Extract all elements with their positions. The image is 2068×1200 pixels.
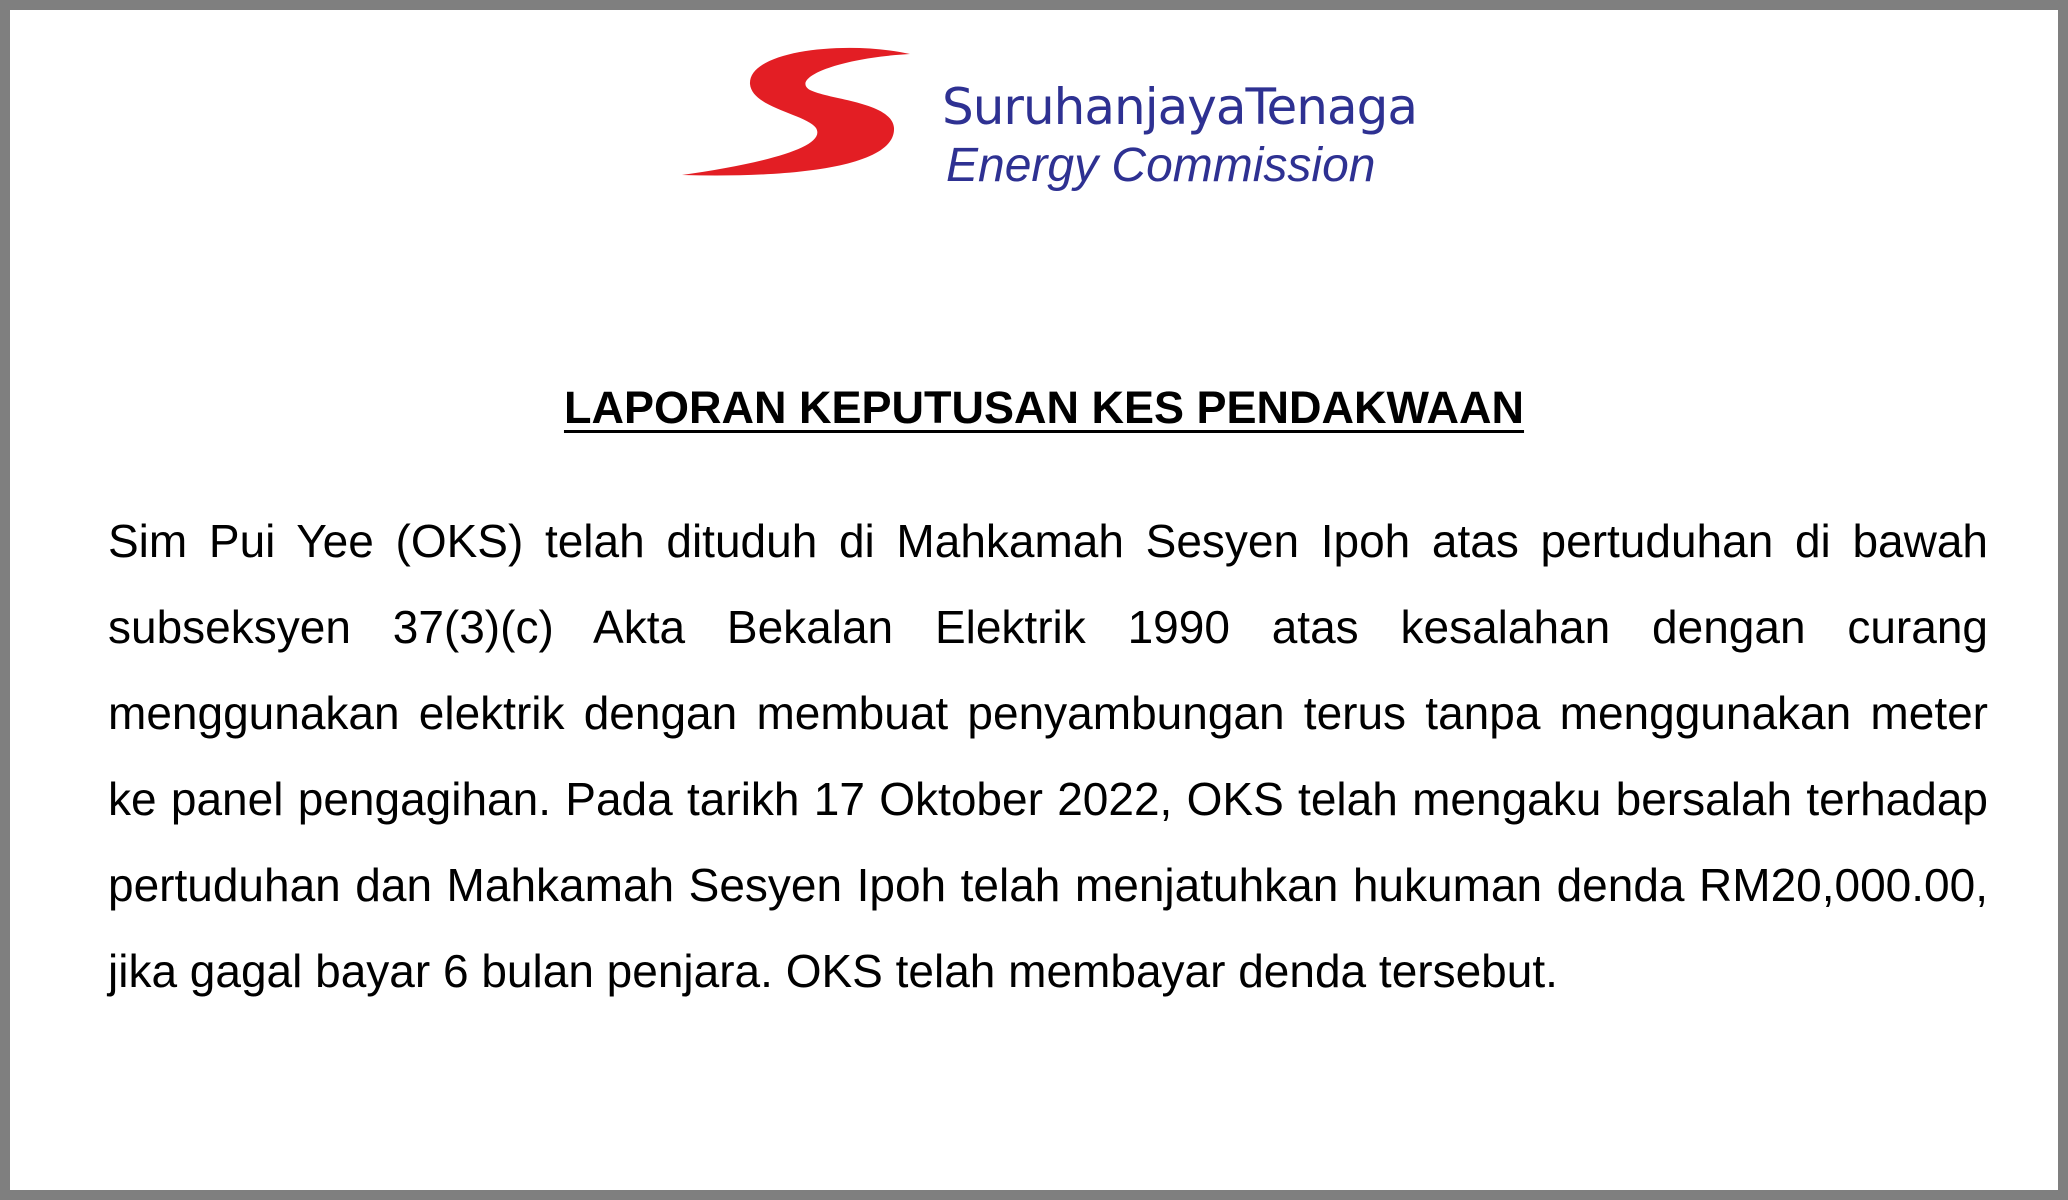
swoosh-logo-icon [678,44,938,194]
document-title [10,382,2068,434]
logo-name-english: Energy Commission [946,139,1376,192]
document-title-text: LAPORAN KEPUTUSAN KES PENDAKWAAN [563,382,1525,433]
logo-name-malay: SuruhanjayaTenaga [942,78,1417,136]
energy-commission-logo [678,44,1438,194]
document-body: Sim Pui Yee (OKS) telah dituduh di Mahkamah Sesyen Ipoh atas pertuduhan di bawah subseksyen 37(3)(c) Akta Bekalan Elektrik 1990 atas kesalahan dengan curang menggunakan elektrik dengan membuat penyambungan terus tanpa menggunakan meter ke panel pengagihan. Pada tarikh 17 Oktober 2022, OKS telah mengaku bersalah terhadap pertuduhan dan Mahkamah Sesyen Ipoh telah menjatuhkan hukuman denda RM20,000.00, jika gagal bayar 6 bulan penjara. OKS telah membayar denda tersebut. [108,515,1988,997]
